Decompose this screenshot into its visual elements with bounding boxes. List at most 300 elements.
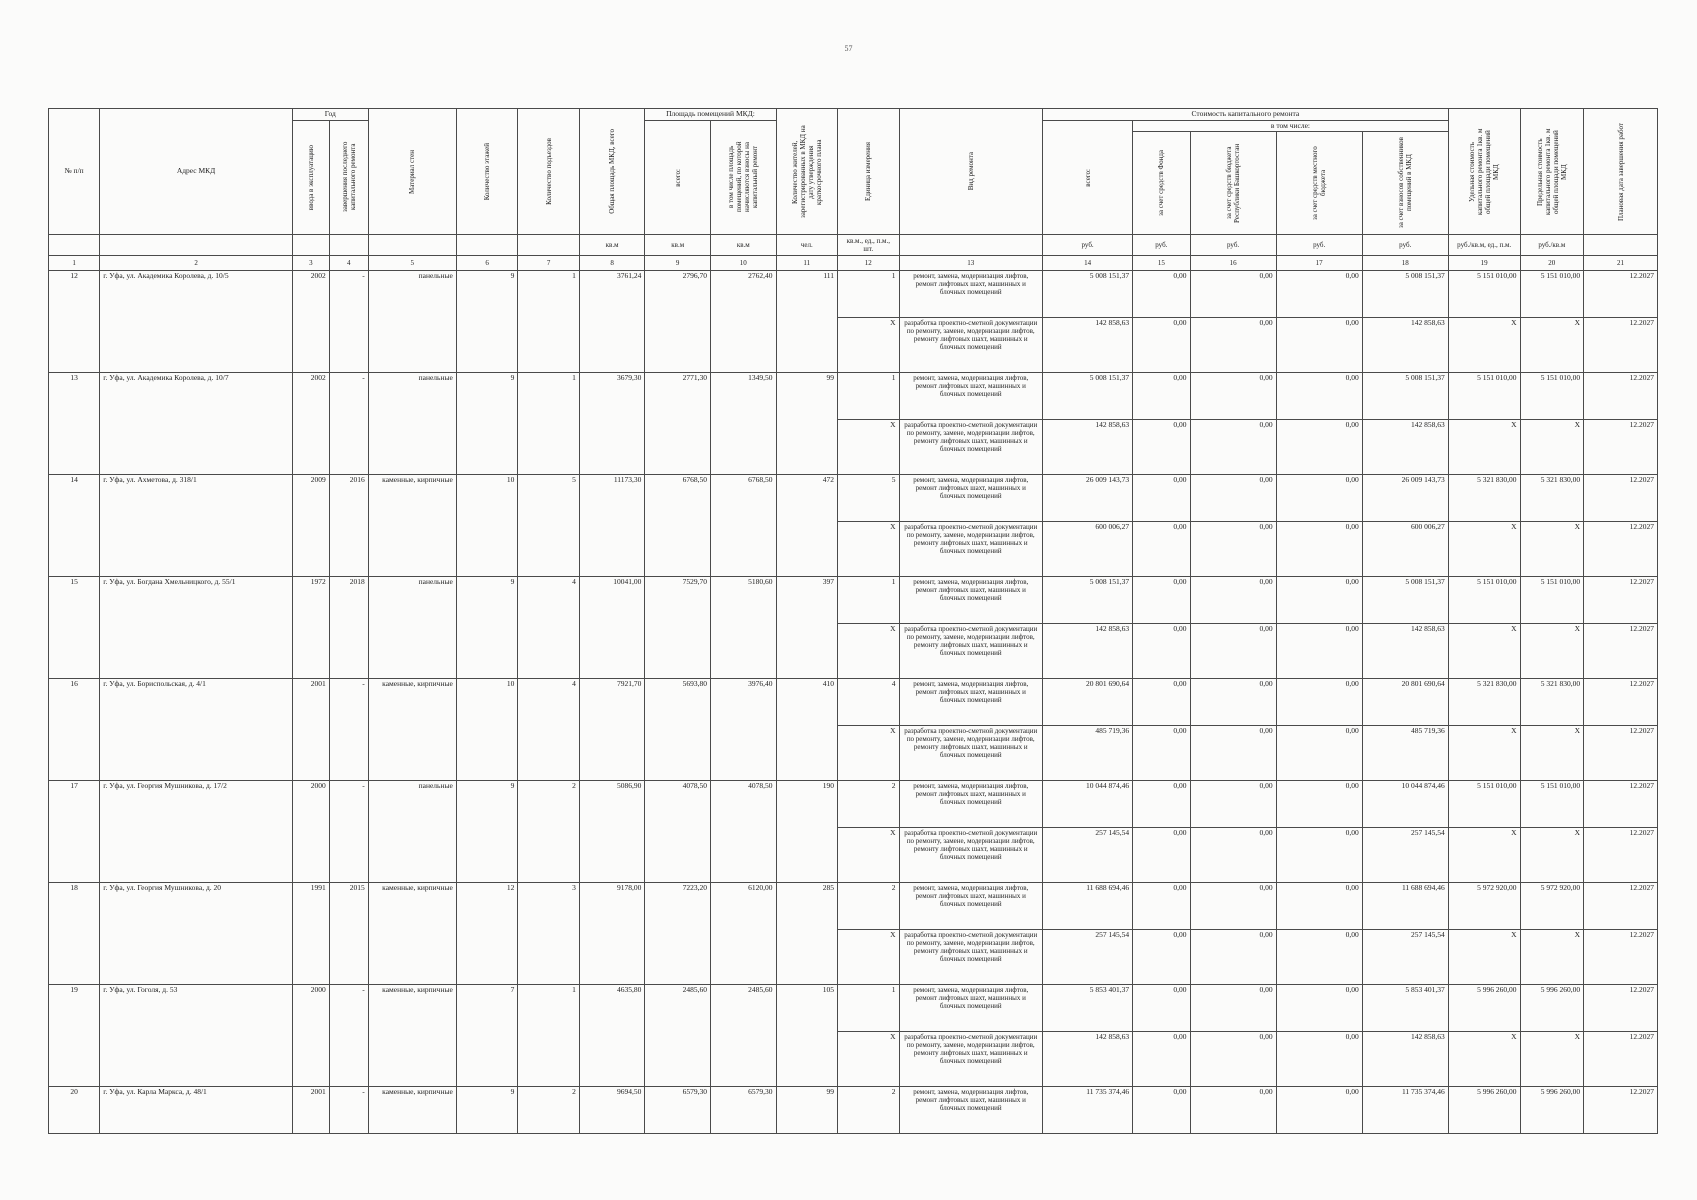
planned-date-cell: 12.2027: [1584, 624, 1658, 679]
cost-owners-cell: 5 008 151,37: [1362, 271, 1448, 318]
address-cell: г. Уфа, ул. Ахметова, д. 318/1: [100, 475, 293, 577]
column-number: 6: [456, 256, 517, 271]
cost-fund-cell: 0,00: [1133, 781, 1190, 828]
header-cost-owners: за счет взносов собственников помещений в МКД: [1362, 132, 1448, 235]
cost-republic-cell: 0,00: [1190, 318, 1276, 373]
work-quantity-cell: X: [838, 1032, 899, 1087]
residents-cell: 105: [776, 985, 837, 1087]
cost-local-cell: 0,00: [1276, 828, 1362, 883]
unit-cost-cell: X: [1448, 930, 1520, 985]
work-quantity-cell: 2: [838, 1087, 899, 1134]
cost-owners-cell: 142 858,63: [1362, 624, 1448, 679]
cost-local-cell: 0,00: [1276, 883, 1362, 930]
entrances-cell: 2: [518, 781, 579, 883]
cost-local-cell: 0,00: [1276, 624, 1362, 679]
work-type-cell: ремонт, замена, модернизация лифтов, ремонт лифтовых шахт, машинных и блочных помещений: [899, 373, 1042, 420]
max-cost-cell: 5 321 830,00: [1520, 679, 1584, 726]
cost-republic-cell: 0,00: [1190, 420, 1276, 475]
row-number: 12: [49, 271, 100, 373]
cost-owners-cell: 5 008 151,37: [1362, 577, 1448, 624]
cost-owners-cell: 11 688 694,46: [1362, 883, 1448, 930]
unit-label: руб.: [1362, 235, 1448, 256]
area-subset-cell: 1349,50: [710, 373, 776, 475]
entrances-cell: 1: [518, 373, 579, 475]
work-type-cell: разработка проектно-сметной документации по ремонту, замене, модернизации лифтов, ремонту лифтовых шахт, машинных и блочных помещений: [899, 522, 1042, 577]
unit-label: [1584, 235, 1658, 256]
column-number: 4: [329, 256, 368, 271]
header-floors: Количество этажей: [456, 109, 517, 235]
area-subset-cell: 5180,60: [710, 577, 776, 679]
year-repair-cell: 2015: [329, 883, 368, 985]
column-number: 21: [1584, 256, 1658, 271]
header-max-cost: Предельная стоимость капитального ремонта 1кв. м общей площади помещений МКД: [1520, 109, 1584, 235]
header-cost-including: в том числе:: [1133, 120, 1449, 132]
table-row: [49, 1087, 1658, 1134]
repair-plan-table: [48, 108, 1658, 1134]
planned-date-cell: 12.2027: [1584, 985, 1658, 1032]
max-cost-cell: X: [1520, 1032, 1584, 1087]
cost-total-cell: 5 008 151,37: [1042, 373, 1132, 420]
floors-cell: 12: [456, 883, 517, 985]
cost-total-cell: 142 858,63: [1042, 318, 1132, 373]
unit-cost-cell: X: [1448, 1032, 1520, 1087]
cost-fund-cell: 0,00: [1133, 373, 1190, 420]
cost-owners-cell: 142 858,63: [1362, 1032, 1448, 1087]
unit-label: чел.: [776, 235, 837, 256]
max-cost-cell: 5 996 260,00: [1520, 985, 1584, 1032]
cost-republic-cell: 0,00: [1190, 781, 1276, 828]
wall-material-cell: панельные: [368, 373, 456, 475]
address-cell: г. Уфа, ул. Карла Маркса, д. 48/1: [100, 1087, 293, 1134]
max-cost-cell: X: [1520, 726, 1584, 781]
unit-cost-cell: 5 321 830,00: [1448, 679, 1520, 726]
column-number: 11: [776, 256, 837, 271]
total-area-cell: 4635,80: [579, 985, 645, 1087]
work-type-cell: разработка проектно-сметной документации по ремонту, замене, модернизации лифтов, ремонту лифтовых шахт, машинных и блочных помещений: [899, 1032, 1042, 1087]
header-no: № п/п: [49, 109, 100, 235]
planned-date-cell: 12.2027: [1584, 828, 1658, 883]
cost-fund-cell: 0,00: [1133, 883, 1190, 930]
column-number: 17: [1276, 256, 1362, 271]
unit-label: кв.м: [645, 235, 711, 256]
table-row: [49, 985, 1658, 1032]
unit-label: [456, 235, 517, 256]
header-planned-date: Плановая дата завершения работ: [1584, 109, 1658, 235]
year-built-cell: 2000: [292, 781, 329, 883]
address-cell: г. Уфа, ул. Георгия Мушникова, д. 17/2: [100, 781, 293, 883]
cost-owners-cell: 257 145,54: [1362, 828, 1448, 883]
table-row: [49, 373, 1658, 420]
residents-cell: 285: [776, 883, 837, 985]
floors-cell: 10: [456, 475, 517, 577]
area-subset-cell: 4078,50: [710, 781, 776, 883]
cost-owners-cell: 142 858,63: [1362, 420, 1448, 475]
year-built-cell: 2002: [292, 373, 329, 475]
unit-label: [329, 235, 368, 256]
area-total-cell: 2796,70: [645, 271, 711, 373]
row-number: 19: [49, 985, 100, 1087]
area-total-cell: 6579,30: [645, 1087, 711, 1134]
cost-total-cell: 142 858,63: [1042, 420, 1132, 475]
header-area-total: всего:: [645, 120, 711, 235]
planned-date-cell: 12.2027: [1584, 726, 1658, 781]
cost-local-cell: 0,00: [1276, 271, 1362, 318]
unit-cost-cell: X: [1448, 420, 1520, 475]
entrances-cell: 4: [518, 679, 579, 781]
cost-fund-cell: 0,00: [1133, 475, 1190, 522]
cost-owners-cell: 257 145,54: [1362, 930, 1448, 985]
header-cost-republic: за счет средств бюджета Республики Башкортостан: [1190, 132, 1276, 235]
area-subset-cell: 6768,50: [710, 475, 776, 577]
year-repair-cell: -: [329, 1087, 368, 1134]
year-repair-cell: -: [329, 679, 368, 781]
residents-cell: 99: [776, 1087, 837, 1134]
column-number: 2: [100, 256, 293, 271]
floors-cell: 9: [456, 373, 517, 475]
total-area-cell: 9178,00: [579, 883, 645, 985]
header-area-subset: в том числе площадь помещений, по которой начисляются взносы на капитальный ремонт: [710, 120, 776, 235]
cost-local-cell: 0,00: [1276, 420, 1362, 475]
table-row: [49, 883, 1658, 930]
residents-cell: 99: [776, 373, 837, 475]
total-area-cell: 7921,70: [579, 679, 645, 781]
cost-fund-cell: 0,00: [1133, 1087, 1190, 1134]
unit-label: руб.: [1133, 235, 1190, 256]
cost-republic-cell: 0,00: [1190, 828, 1276, 883]
unit-label: кв.м., ед., п.м., шт.: [838, 235, 899, 256]
cost-owners-cell: 600 006,27: [1362, 522, 1448, 577]
cost-republic-cell: 0,00: [1190, 1087, 1276, 1134]
cost-local-cell: 0,00: [1276, 1087, 1362, 1134]
unit-label: [899, 235, 1042, 256]
unit-label: [292, 235, 329, 256]
unit-label: кв.м: [579, 235, 645, 256]
unit-label: руб./кв.м: [1520, 235, 1584, 256]
header-address: Адрес МКД: [100, 109, 293, 235]
cost-total-cell: 257 145,54: [1042, 828, 1132, 883]
max-cost-cell: X: [1520, 930, 1584, 985]
unit-cost-cell: 5 151 010,00: [1448, 781, 1520, 828]
cost-total-cell: 5 008 151,37: [1042, 271, 1132, 318]
area-total-cell: 4078,50: [645, 781, 711, 883]
header-entrances: Количество подъездов: [518, 109, 579, 235]
row-number: 20: [49, 1087, 100, 1134]
year-built-cell: 1972: [292, 577, 329, 679]
header-total-area: Общая площадь МКД, всего: [579, 109, 645, 235]
year-repair-cell: 2018: [329, 577, 368, 679]
cost-total-cell: 11 688 694,46: [1042, 883, 1132, 930]
area-subset-cell: 2762,40: [710, 271, 776, 373]
residents-cell: 472: [776, 475, 837, 577]
cost-fund-cell: 0,00: [1133, 1032, 1190, 1087]
planned-date-cell: 12.2027: [1584, 420, 1658, 475]
max-cost-cell: X: [1520, 828, 1584, 883]
cost-total-cell: 11 735 374,46: [1042, 1087, 1132, 1134]
wall-material-cell: каменные, кирпичные: [368, 985, 456, 1087]
column-number: 15: [1133, 256, 1190, 271]
cost-fund-cell: 0,00: [1133, 624, 1190, 679]
area-subset-cell: 3976,40: [710, 679, 776, 781]
cost-owners-cell: 20 801 690,64: [1362, 679, 1448, 726]
planned-date-cell: 12.2027: [1584, 271, 1658, 318]
work-type-cell: разработка проектно-сметной документации по ремонту, замене, модернизации лифтов, ремонту лифтовых шахт, машинных и блочных помещений: [899, 420, 1042, 475]
max-cost-cell: 5 151 010,00: [1520, 373, 1584, 420]
cost-owners-cell: 485 719,36: [1362, 726, 1448, 781]
work-type-cell: разработка проектно-сметной документации по ремонту, замене, модернизации лифтов, ремонту лифтовых шахт, машинных и блочных помещений: [899, 726, 1042, 781]
work-quantity-cell: 1: [838, 373, 899, 420]
work-quantity-cell: 2: [838, 781, 899, 828]
year-built-cell: 2002: [292, 271, 329, 373]
residents-cell: 111: [776, 271, 837, 373]
cost-local-cell: 0,00: [1276, 522, 1362, 577]
column-number: 3: [292, 256, 329, 271]
planned-date-cell: 12.2027: [1584, 475, 1658, 522]
header-unit-cost: Удельная стоимость капитального ремонта 1кв. м общей площади помещений МКД: [1448, 109, 1520, 235]
cost-republic-cell: 0,00: [1190, 726, 1276, 781]
area-total-cell: 2485,60: [645, 985, 711, 1087]
work-quantity-cell: X: [838, 624, 899, 679]
floors-cell: 9: [456, 577, 517, 679]
planned-date-cell: 12.2027: [1584, 1032, 1658, 1087]
residents-cell: 190: [776, 781, 837, 883]
entrances-cell: 2: [518, 1087, 579, 1134]
entrances-cell: 5: [518, 475, 579, 577]
wall-material-cell: панельные: [368, 577, 456, 679]
table-row: [49, 781, 1658, 828]
cost-republic-cell: 0,00: [1190, 577, 1276, 624]
wall-material-cell: каменные, кирпичные: [368, 883, 456, 985]
year-repair-cell: -: [329, 271, 368, 373]
entrances-cell: 1: [518, 985, 579, 1087]
row-number: 14: [49, 475, 100, 577]
cost-fund-cell: 0,00: [1133, 420, 1190, 475]
unit-cost-cell: 5 996 260,00: [1448, 985, 1520, 1032]
row-number: 17: [49, 781, 100, 883]
max-cost-cell: 5 996 260,00: [1520, 1087, 1584, 1134]
cost-republic-cell: 0,00: [1190, 985, 1276, 1032]
total-area-cell: 10041,00: [579, 577, 645, 679]
entrances-cell: 4: [518, 577, 579, 679]
planned-date-cell: 12.2027: [1584, 679, 1658, 726]
header-premises-area-group: Площадь помещений МКД:: [645, 109, 776, 121]
unit-cost-cell: 5 321 830,00: [1448, 475, 1520, 522]
max-cost-cell: 5 972 920,00: [1520, 883, 1584, 930]
work-type-cell: ремонт, замена, модернизация лифтов, ремонт лифтовых шахт, машинных и блочных помещений: [899, 577, 1042, 624]
cost-total-cell: 257 145,54: [1042, 930, 1132, 985]
unit-label: руб./кв.м, ед., п.м.: [1448, 235, 1520, 256]
cost-republic-cell: 0,00: [1190, 930, 1276, 985]
header-residents: Количество жителей, зарегистрированных в МКД на дату утверждения краткосрочного плана: [776, 109, 837, 235]
work-quantity-cell: X: [838, 318, 899, 373]
wall-material-cell: каменные, кирпичные: [368, 679, 456, 781]
work-type-cell: ремонт, замена, модернизация лифтов, ремонт лифтовых шахт, машинных и блочных помещений: [899, 271, 1042, 318]
header-cost-group: Стоимость капитального ремонта: [1042, 109, 1448, 121]
table-header: [49, 109, 1658, 271]
residents-cell: 397: [776, 577, 837, 679]
work-type-cell: ремонт, замена, модернизация лифтов, ремонт лифтовых шахт, машинных и блочных помещений: [899, 679, 1042, 726]
area-total-cell: 7529,70: [645, 577, 711, 679]
header-cost-local: за счет средств местного бюджета: [1276, 132, 1362, 235]
wall-material-cell: панельные: [368, 781, 456, 883]
cost-republic-cell: 0,00: [1190, 679, 1276, 726]
year-repair-cell: -: [329, 985, 368, 1087]
planned-date-cell: 12.2027: [1584, 930, 1658, 985]
work-quantity-cell: 2: [838, 883, 899, 930]
work-quantity-cell: 1: [838, 577, 899, 624]
unit-cost-cell: X: [1448, 318, 1520, 373]
table-row: [49, 271, 1658, 318]
column-number: 13: [899, 256, 1042, 271]
column-number: 8: [579, 256, 645, 271]
work-type-cell: разработка проектно-сметной документации по ремонту, замене, модернизации лифтов, ремонту лифтовых шахт, машинных и блочных помещений: [899, 828, 1042, 883]
cost-total-cell: 5 008 151,37: [1042, 577, 1132, 624]
cost-total-cell: 26 009 143,73: [1042, 475, 1132, 522]
work-type-cell: разработка проектно-сметной документации по ремонту, замене, модернизации лифтов, ремонту лифтовых шахт, машинных и блочных помещений: [899, 930, 1042, 985]
work-type-cell: ремонт, замена, модернизация лифтов, ремонт лифтовых шахт, машинных и блочных помещений: [899, 475, 1042, 522]
wall-material-cell: каменные, кирпичные: [368, 1087, 456, 1134]
header-year-last-repair: завершения последнего капитального ремонта: [329, 120, 368, 235]
header-work-type: Вид ремонта: [899, 109, 1042, 235]
floors-cell: 9: [456, 1087, 517, 1134]
work-quantity-cell: 1: [838, 985, 899, 1032]
column-number: 1: [49, 256, 100, 271]
planned-date-cell: 12.2027: [1584, 781, 1658, 828]
address-cell: г. Уфа, ул. Бориспольская, д. 4/1: [100, 679, 293, 781]
cost-republic-cell: 0,00: [1190, 1032, 1276, 1087]
cost-owners-cell: 11 735 374,46: [1362, 1087, 1448, 1134]
unit-label: [49, 235, 100, 256]
unit-label: руб.: [1042, 235, 1132, 256]
address-cell: г. Уфа, ул. Академика Королева, д. 10/7: [100, 373, 293, 475]
table-row: [49, 475, 1658, 522]
unit-label: кв.м: [710, 235, 776, 256]
cost-republic-cell: 0,00: [1190, 475, 1276, 522]
unit-label: [518, 235, 579, 256]
unit-cost-cell: 5 151 010,00: [1448, 271, 1520, 318]
cost-republic-cell: 0,00: [1190, 271, 1276, 318]
table-row: [49, 679, 1658, 726]
column-number: 9: [645, 256, 711, 271]
address-cell: г. Уфа, ул. Богдана Хмельницкого, д. 55/1: [100, 577, 293, 679]
floors-cell: 9: [456, 781, 517, 883]
floors-cell: 10: [456, 679, 517, 781]
column-number: 10: [710, 256, 776, 271]
row-number: 18: [49, 883, 100, 985]
area-total-cell: 6768,50: [645, 475, 711, 577]
row-number: 16: [49, 679, 100, 781]
work-quantity-cell: X: [838, 420, 899, 475]
address-cell: г. Уфа, ул. Георгия Мушникова, д. 20: [100, 883, 293, 985]
header-cost-fund: за счет средств Фонда: [1133, 132, 1190, 235]
cost-total-cell: 600 006,27: [1042, 522, 1132, 577]
work-quantity-cell: 1: [838, 271, 899, 318]
cost-fund-cell: 0,00: [1133, 522, 1190, 577]
work-quantity-cell: X: [838, 930, 899, 985]
cost-local-cell: 0,00: [1276, 318, 1362, 373]
residents-cell: 410: [776, 679, 837, 781]
planned-date-cell: 12.2027: [1584, 522, 1658, 577]
work-type-cell: ремонт, замена, модернизация лифтов, ремонт лифтовых шахт, машинных и блочных помещений: [899, 781, 1042, 828]
cost-fund-cell: 0,00: [1133, 726, 1190, 781]
max-cost-cell: X: [1520, 624, 1584, 679]
total-area-cell: 9694,50: [579, 1087, 645, 1134]
wall-material-cell: панельные: [368, 271, 456, 373]
floors-cell: 7: [456, 985, 517, 1087]
cost-fund-cell: 0,00: [1133, 577, 1190, 624]
column-numbers-row: [49, 256, 1658, 271]
unit-cost-cell: 5 972 920,00: [1448, 883, 1520, 930]
address-cell: г. Уфа, ул. Академика Королева, д. 10/5: [100, 271, 293, 373]
planned-date-cell: 12.2027: [1584, 883, 1658, 930]
cost-total-cell: 142 858,63: [1042, 1032, 1132, 1087]
unit-label: руб.: [1276, 235, 1362, 256]
column-number: 7: [518, 256, 579, 271]
entrances-cell: 1: [518, 271, 579, 373]
cost-owners-cell: 10 044 874,46: [1362, 781, 1448, 828]
cost-local-cell: 0,00: [1276, 373, 1362, 420]
table-row: [49, 577, 1658, 624]
cost-local-cell: 0,00: [1276, 726, 1362, 781]
work-type-cell: ремонт, замена, модернизация лифтов, ремонт лифтовых шахт, машинных и блочных помещений: [899, 985, 1042, 1032]
cost-owners-cell: 5 853 401,37: [1362, 985, 1448, 1032]
entrances-cell: 3: [518, 883, 579, 985]
column-number: 14: [1042, 256, 1132, 271]
max-cost-cell: 5 151 010,00: [1520, 271, 1584, 318]
column-number: 16: [1190, 256, 1276, 271]
total-area-cell: 3679,30: [579, 373, 645, 475]
units-row: [49, 235, 1658, 256]
year-repair-cell: -: [329, 781, 368, 883]
unit-cost-cell: X: [1448, 624, 1520, 679]
year-repair-cell: -: [329, 373, 368, 475]
area-total-cell: 2771,30: [645, 373, 711, 475]
year-built-cell: 2001: [292, 1087, 329, 1134]
row-number: 15: [49, 577, 100, 679]
column-number: 20: [1520, 256, 1584, 271]
header-year-group: Год: [292, 109, 368, 121]
work-quantity-cell: X: [838, 522, 899, 577]
work-type-cell: разработка проектно-сметной документации по ремонту, замене, модернизации лифтов, ремонту лифтовых шахт, машинных и блочных помещений: [899, 318, 1042, 373]
cost-local-cell: 0,00: [1276, 475, 1362, 522]
year-built-cell: 1991: [292, 883, 329, 985]
header-cost-total: всего:: [1042, 120, 1132, 235]
cost-local-cell: 0,00: [1276, 985, 1362, 1032]
max-cost-cell: 5 151 010,00: [1520, 781, 1584, 828]
year-repair-cell: 2016: [329, 475, 368, 577]
cost-fund-cell: 0,00: [1133, 318, 1190, 373]
area-total-cell: 7223,20: [645, 883, 711, 985]
column-number: 12: [838, 256, 899, 271]
header-wall-material: Материал стен: [368, 109, 456, 235]
planned-date-cell: 12.2027: [1584, 1087, 1658, 1134]
total-area-cell: 5086,90: [579, 781, 645, 883]
area-subset-cell: 6120,00: [710, 883, 776, 985]
column-number: 19: [1448, 256, 1520, 271]
cost-local-cell: 0,00: [1276, 930, 1362, 985]
work-type-cell: разработка проектно-сметной документации по ремонту, замене, модернизации лифтов, ремонту лифтовых шахт, машинных и блочных помещений: [899, 624, 1042, 679]
cost-fund-cell: 0,00: [1133, 271, 1190, 318]
cost-total-cell: 5 853 401,37: [1042, 985, 1132, 1032]
cost-total-cell: 20 801 690,64: [1042, 679, 1132, 726]
max-cost-cell: X: [1520, 420, 1584, 475]
max-cost-cell: 5 151 010,00: [1520, 577, 1584, 624]
column-number: 5: [368, 256, 456, 271]
planned-date-cell: 12.2027: [1584, 373, 1658, 420]
work-type-cell: ремонт, замена, модернизация лифтов, ремонт лифтовых шахт, машинных и блочных помещений: [899, 883, 1042, 930]
cost-fund-cell: 0,00: [1133, 985, 1190, 1032]
address-cell: г. Уфа, ул. Гоголя, д. 53: [100, 985, 293, 1087]
cost-total-cell: 142 858,63: [1042, 624, 1132, 679]
